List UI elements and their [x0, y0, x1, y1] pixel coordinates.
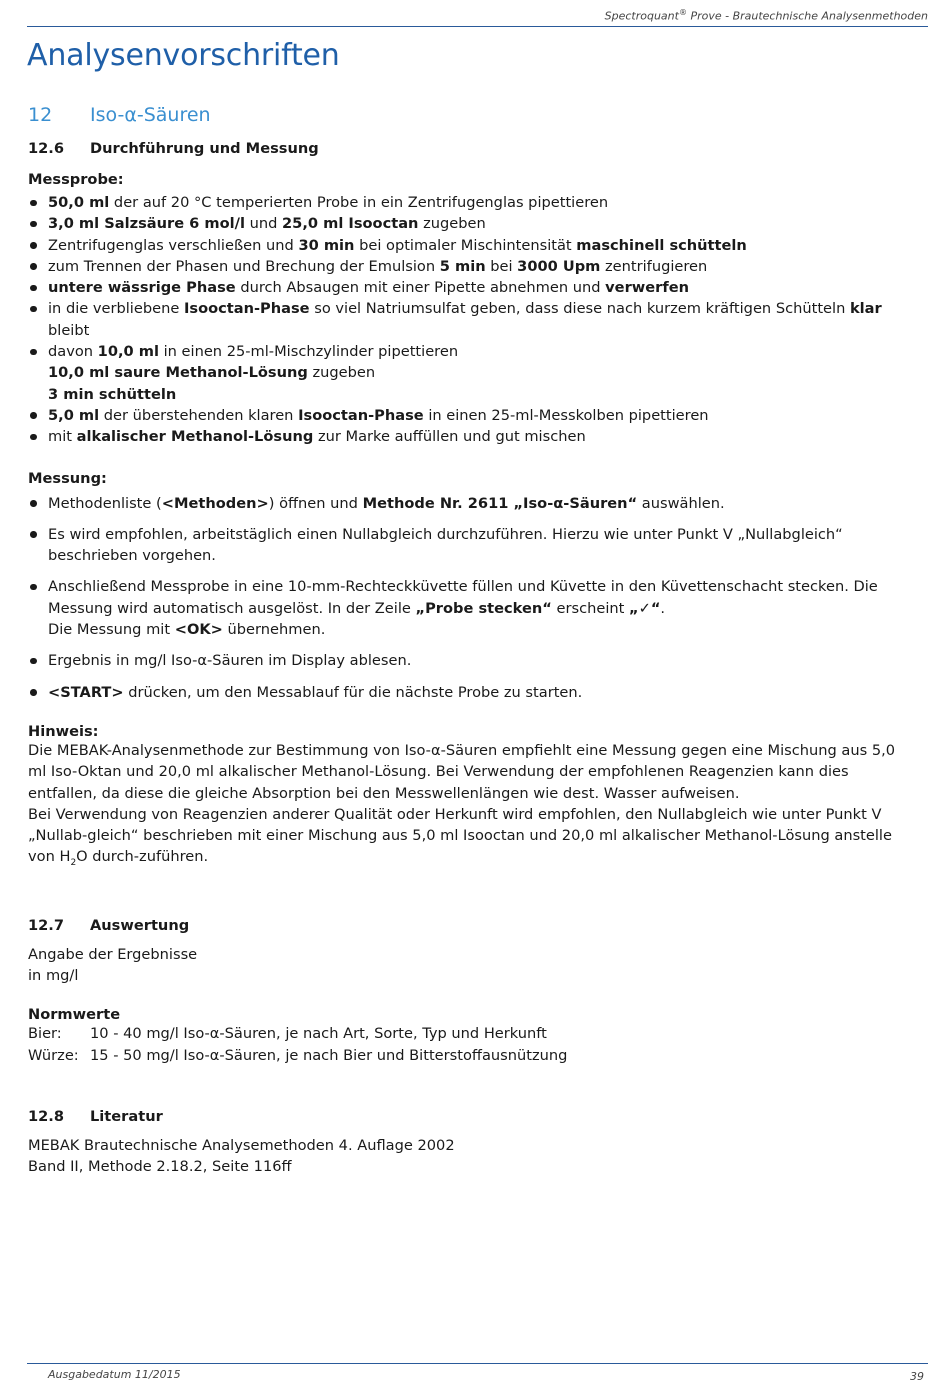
- subsection-heading-12-6: 12.6 Durchführung und Messung: [28, 140, 319, 157]
- hinweis-label: Hinweis:: [28, 722, 99, 740]
- section-number: 12: [28, 104, 53, 126]
- list-item: mit alkalischer Methanol-Lösung zur Marke auffüllen und gut mischen: [28, 426, 898, 447]
- list-item: 50,0 ml der auf 20 °C temperierten Probe in ein Zentrifugenglas pipettieren: [28, 192, 898, 213]
- section-heading: [28, 104, 898, 126]
- footer-rule: [27, 1363, 928, 1364]
- page-number: 39: [910, 1370, 924, 1383]
- list-item-continuation: 10,0 ml saure Methanol-Lösung zugeben: [48, 364, 376, 382]
- list-item: davon 10,0 ml in einen 25-ml-Mischzylinder pipettieren: [28, 341, 898, 362]
- literatur-line: Band II, Methode 2.18.2, Seite 116ff: [28, 1158, 292, 1176]
- footer-date: Ausgabedatum 11/2015: [48, 1368, 181, 1381]
- hinweis-paragraph: Die MEBAK-Analysenmethode zur Bestimmung von Iso-α-Säuren empfiehlt eine Messung gegen eine Mischung aus 5,0 ml Iso-Oktan und 20,0 ml alkalischer Methanol-Lösung. Bei Verwendung der empfohlenen Reagenzien kann dies entfallen, da diese die gleiche Absorption bei den Messwellenlängen wie dest. Wasser aufweisen.: [28, 741, 896, 802]
- normwerte-table: [28, 1023, 567, 1066]
- list-item: in die verbliebene Isooctan-Phase so viel Natriumsulfat geben, dass diese nach kurzem kräftigen Schütteln klar bleibt: [28, 298, 898, 341]
- list-item: <START> drücken, um den Messablauf für die nächste Probe zu starten.: [28, 682, 898, 703]
- section-title: Iso-α-Säuren: [90, 104, 211, 126]
- running-head: Spectroquant® Prove - Brautechnische Analysenmethoden: [604, 8, 928, 23]
- literatur-line: MEBAK Brautechnische Analysemethoden 4. Auflage 2002: [28, 1136, 455, 1154]
- list-item: Ergebnis in mg/l Iso-α-Säuren im Display ablesen.: [28, 650, 898, 671]
- list-item: Methodenliste (<Methoden>) öffnen und Methode Nr. 2611 „Iso-α-Säuren“ auswählen.: [28, 493, 898, 514]
- list-item: Es wird empfohlen, arbeitstäglich einen Nullabgleich durchzuführen. Hierzu wie unter Punkt V „Nullabgleich“ beschrieben vorgehen.: [28, 524, 898, 567]
- list-item-continuation: 3 min schütteln: [48, 385, 177, 403]
- list-item: Zentrifugenglas verschließen und 30 min bei optimaler Mischintensität maschinell schütteln: [28, 235, 898, 256]
- list-item: 3,0 ml Salzsäure 6 mol/l und 25,0 ml Isooctan zugeben: [28, 213, 898, 234]
- normwerte-label: Normwerte: [28, 1006, 121, 1024]
- hinweis-paragraph: Bei Verwendung von Reagenzien anderer Qualität oder Herkunft wird empfohlen, den Nullabgleich wie unter Punkt V „Nullab-gleich“ beschrieben mit einer Mischung aus 5,0 ml Isooctan und 20,0 ml alkalischer Methanol-Lösung anstelle von $H_2O$ durch-zuführen.: [28, 805, 892, 869]
- main-content: [28, 104, 898, 1177]
- list-item: zum Trennen der Phasen und Brechung der Emulsion 5 min bei 3000 Upm zentrifugieren: [28, 256, 898, 277]
- list-item: untere wässrige Phase durch Absaugen mit einer Pipette abnehmen und verwerfen: [28, 277, 898, 298]
- table-row: Bier: 10 - 40 mg/l Iso-α-Säuren, je nach Art, Sorte, Typ und Herkunft: [28, 1025, 547, 1043]
- list-item: 5,0 ml der überstehenden klaren Isooctan-Phase in einen 25-ml-Messkolben pipettieren: [28, 405, 898, 426]
- auswertung-line: Angabe der Ergebnisse: [28, 945, 198, 963]
- list-item: Anschließend Messprobe in eine 10-mm-Rechteckküvette füllen und Küvette in den Küvettenschacht stecken. Die Messung wird automatisch ausgelöst. In der Zeile „Probe stecken“ erscheint „✓“. Die Messung mit <OK> übernehmen.: [28, 576, 898, 640]
- auswertung-line: in mg/l: [28, 966, 79, 984]
- page-title: Analysenvorschriften: [27, 38, 340, 73]
- messprobe-label: Messprobe:: [28, 171, 124, 188]
- messprobe-list: [28, 192, 898, 448]
- table-row: Würze: 15 - 50 mg/l Iso-α-Säuren, je nach Bier und Bitterstoffausnützung: [28, 1046, 568, 1064]
- header-rule: [27, 26, 928, 27]
- subsection-heading-12-8: 12.8 Literatur: [28, 1107, 163, 1125]
- messung-list: [28, 493, 898, 703]
- messung-label: Messung:: [28, 469, 107, 487]
- subsection-heading-12-7: 12.7 Auswertung: [28, 916, 190, 934]
